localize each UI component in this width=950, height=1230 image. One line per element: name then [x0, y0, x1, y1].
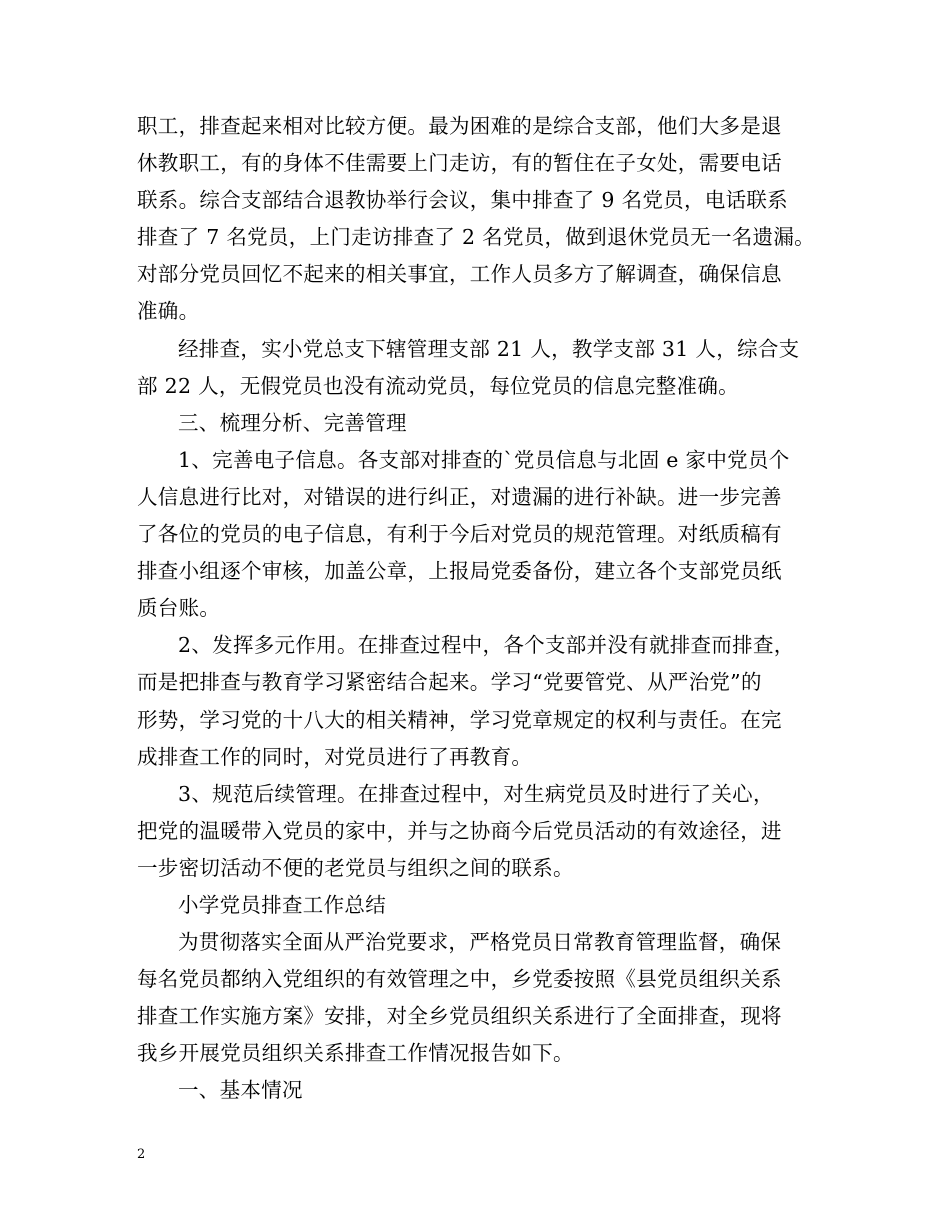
- page-number: 2: [137, 1147, 146, 1162]
- text-line: 排查工作实施方案》安排，对全乡党员组织关系进行了全面排查，现将: [137, 1004, 782, 1029]
- text-line: 三、梳理分析、完善管理: [178, 410, 407, 435]
- text-line: 成排查工作的同时，对党员进行了再教育。: [137, 744, 533, 769]
- text-line: 形势，学习党的十八大的相关精神，学习党章规定的权利与责任。在完: [137, 707, 782, 732]
- text-line: 3、规范后续管理。在排查过程中，对生病党员及时进行了关心，: [178, 781, 774, 806]
- text-line: 了各位的党员的电子信息，有利于今后对党员的规范管理。对纸质稿有: [137, 522, 782, 547]
- text-line: 准确。: [137, 299, 200, 324]
- text-line: 而是把排查与教育学习紧密结合起来。学习“党要管党、从严治党”的: [137, 670, 762, 695]
- text-line: 职工，排查起来相对比较方便。最为困难的是综合支部，他们大多是退: [137, 114, 782, 138]
- document-body: [137, 108, 817, 1110]
- text-line: 排查小组逐个审核，加盖公章，上报局党委备份，建立各个支部党员纸: [137, 559, 782, 584]
- text-line: 2、发挥多元作用。在排查过程中，各个支部并没有就排查而排查，: [178, 633, 795, 658]
- text-line: 每名党员都纳入党组织的有效管理之中，乡党委按照《县党员组织关系: [137, 967, 782, 992]
- text-line: 对部分党员回忆不起来的相关事宜，工作人员多方了解调查，确保信息: [137, 262, 782, 287]
- text-line: 一步密切活动不便的老党员与组织之间的联系。: [137, 855, 574, 880]
- text-line: 排查了 7 名党员，上门走访排查了 2 名党员，做到退休党员无一名遗漏。: [137, 225, 815, 250]
- text-line: 我乡开展党员组织关系排查工作情况报告如下。: [137, 1041, 574, 1066]
- text-line: 小学党员排查工作总结: [178, 892, 386, 917]
- text-line: 1、完善电子信息。各支部对排查的`党员信息与北固 e 家中党员个: [178, 447, 790, 472]
- text-line: 一、基本情况: [178, 1078, 303, 1103]
- text-line: 为贯彻落实全面从严治党要求，严格党员日常教育管理监督，确保: [178, 930, 782, 955]
- text-line: 部 22 人，无假党员也没有流动党员，每位党员的信息完整准确。: [137, 373, 739, 398]
- text-line: 把党的温暖带入党员的家中，并与之协商今后党员活动的有效途径，进: [137, 818, 782, 843]
- text-line: 质台账。: [137, 596, 221, 621]
- text-line: 经排查，实小党总支下辖管理支部 21 人，教学支部 31 人，综合支: [178, 336, 800, 361]
- text-line: 联系。综合支部结合退教协举行会议，集中排查了 9 名党员，电话联系: [137, 188, 788, 213]
- text-line: 休教职工，有的身体不佳需要上门走访，有的暂住在子女处，需要电话: [137, 151, 782, 176]
- text-line: 人信息进行比对，对错误的进行纠正，对遗漏的进行补缺。进一步完善: [137, 484, 782, 509]
